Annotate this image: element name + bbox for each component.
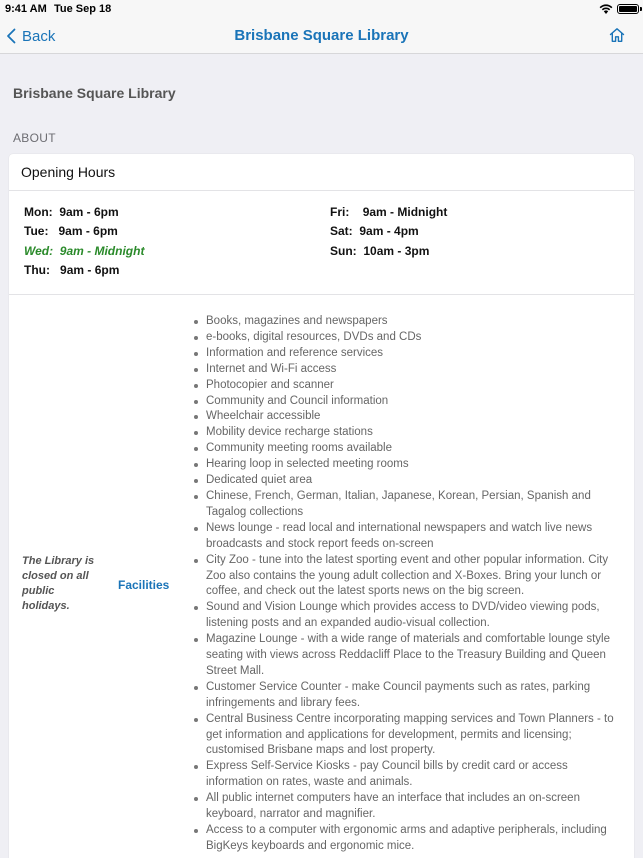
status-time: 9:41 AM — [5, 3, 47, 15]
list-item: Hearing loop in selected meeting rooms — [206, 457, 614, 473]
list-item: Wheelchair accessible — [206, 409, 614, 425]
section-label-about: ABOUT — [13, 131, 56, 145]
list-item: Photocopier and scanner — [206, 378, 614, 394]
list-item: Mobility device recharge stations — [206, 425, 614, 441]
hours-time: 9am - Midnight — [59, 243, 145, 258]
status-bar — [0, 0, 643, 18]
home-icon[interactable] — [609, 27, 625, 43]
hours-row-wed-today — [24, 244, 144, 263]
hours-day: Sun: — [330, 243, 357, 258]
hours-time: 9am - Midnight — [362, 205, 448, 219]
opening-hours-table — [9, 191, 634, 295]
hours-time: 9am - 6pm — [58, 224, 118, 239]
hours-time: 9am - 4pm — [359, 224, 419, 239]
list-item: Community and Council information — [206, 394, 614, 410]
facilities-section — [9, 296, 634, 858]
navigation-bar — [0, 18, 643, 54]
list-item: Magazine Lounge - with a wide range of materials and comfortable lounge style seating with views across Reddacliff Place to the Treasury Building and Queen Street Mall. — [206, 632, 614, 680]
list-item: Customer Service Counter - make Council payments such as rates, parking infringements and library fees. — [206, 680, 614, 712]
list-item: Internet and Wi-Fi access — [206, 362, 614, 378]
facility-list — [206, 314, 614, 855]
hours-day: Tue: — [24, 224, 49, 239]
list-item: News lounge - read local and international newspapers and watch live news broadcasts and stock report feeds on-screen — [206, 521, 614, 553]
list-item: Express Self-Service Kiosks - pay Council bills by credit card or access information on rates, waste and animals. — [206, 759, 614, 791]
hours-row-thu — [24, 263, 144, 282]
hours-day: Thu: — [24, 262, 50, 277]
list-item: City Zoo - tune into the latest sporting event and other popular information. City Zoo also contains the young adult collection and X-Boxes. Bring your lunch or coffee, and check out the latest sports news on the big screen. — [206, 553, 614, 601]
page-heading: Brisbane Square Library — [13, 85, 176, 101]
facilities-label: Facilities — [118, 578, 170, 592]
hours-row-sun — [330, 244, 447, 263]
list-item: Central Business Centre incorporating mapping services and Town Planners - to get information and applications for development, permits and licensing; customised Brisbane maps and lost property. — [206, 712, 614, 760]
list-item: Community meeting rooms available — [206, 441, 614, 457]
opening-hours-title: Opening Hours — [9, 154, 634, 191]
list-item: e-books, digital resources, DVDs and CDs — [206, 330, 614, 346]
closed-holidays-note: The Library is closed on all public holidays. — [22, 555, 95, 612]
hours-day: Fri: — [330, 205, 350, 219]
back-label: Back — [22, 27, 56, 45]
list-item: Books, magazines and newspapers — [206, 314, 614, 330]
status-date: Tue Sep 18 — [54, 3, 112, 15]
about-card — [9, 154, 634, 858]
wifi-icon — [599, 3, 613, 15]
list-item: Access to a computer with ergonomic arms and adaptive peripherals, including BigKeys keyboards and ergonomic mice. — [206, 823, 614, 855]
hours-time: 9am - 6pm — [60, 262, 120, 277]
hours-day: Wed: — [24, 243, 54, 258]
list-item: All public internet computers have an interface that includes an on-screen keyboard, narrator and magnifier. — [206, 791, 614, 823]
hours-column-left — [24, 205, 144, 282]
nav-title: Brisbane Square Library — [234, 27, 409, 44]
hours-time: 10am - 3pm — [363, 243, 430, 258]
hours-row-mon — [24, 205, 144, 224]
hours-day: Mon: — [24, 205, 53, 219]
hours-day: Sat: — [330, 224, 353, 239]
hours-time: 9am - 6pm — [59, 205, 119, 219]
hours-row-sat — [330, 224, 447, 243]
hours-row-fri — [330, 205, 447, 224]
hours-row-tue — [24, 224, 144, 243]
list-item: Chinese, French, German, Italian, Japanese, Korean, Persian, Spanish and Tagalog collections — [206, 489, 614, 521]
list-item: Dedicated quiet area — [206, 473, 614, 489]
hours-column-right — [330, 205, 447, 263]
battery-icon — [617, 4, 639, 14]
list-item: Sound and Vision Lounge which provides access to DVD/video viewing pods, listening posts and an expanded audio-visual collection. — [206, 600, 614, 632]
list-item: Information and reference services — [206, 346, 614, 362]
